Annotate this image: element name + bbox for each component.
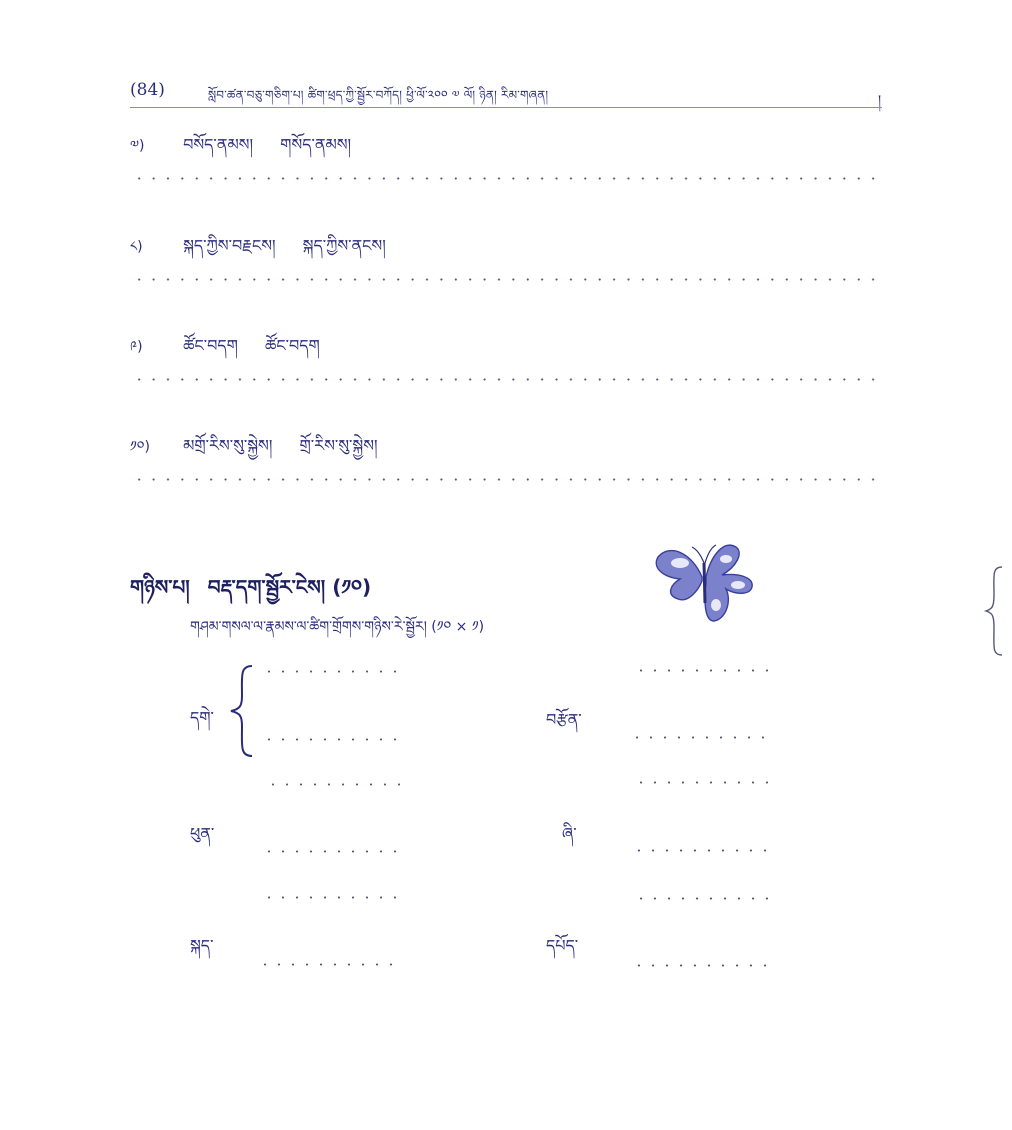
blank-dots[interactable] <box>266 783 406 786</box>
blank-dots[interactable] <box>634 781 774 784</box>
exercise-word: སྐད་ཀྱིས་ནངས། <box>302 236 386 255</box>
header-shad: ། <box>878 93 882 109</box>
blank-dots[interactable] <box>262 670 402 673</box>
page-number: (84) <box>130 80 165 100</box>
exercise-word: ཚོང་བདག <box>183 336 238 355</box>
exercise-word: མགྲོ་རིས་སུ་སྐྱེས། <box>183 436 273 455</box>
root-word: དཔོད་ <box>546 936 579 955</box>
blank-dots[interactable] <box>632 964 772 967</box>
running-header: སློབ་ཚན་བཅུ་གཅིག་པ། ཚིག་ཕྲད་ཀྱི་སྦྱོར་བཀོད། ཕྱི་ལོ་༢༠༠ ༧ ལོ། ཉིན། རིམ་གཞན། <box>208 88 549 102</box>
exercise-word: གྲོ་རིས་སུ་སྐྱེས། <box>299 436 378 455</box>
blank-dots[interactable] <box>262 896 402 899</box>
exercise-line <box>130 127 373 172</box>
exercise-number: ༩) <box>130 339 143 355</box>
exercise-number: ༧) <box>130 138 145 154</box>
blank-dots[interactable] <box>634 897 774 900</box>
exercise-line <box>130 228 408 273</box>
answer-dotted-line[interactable] <box>132 177 882 180</box>
exercise-line <box>130 428 400 473</box>
root-word: ཕུན་ <box>190 824 215 843</box>
exercise-line <box>130 328 342 373</box>
blank-dots[interactable] <box>262 850 402 853</box>
blank-dots[interactable] <box>630 736 770 739</box>
section-instruction: གཤམ་གསལ་ལ་རྣམས་ལ་ཚིག་གྲོགས་གཉིས་རེ་སྦྱོར། (༡༠ × ༡) <box>190 619 485 635</box>
blank-dots[interactable] <box>634 669 774 672</box>
butterfly-icon <box>652 533 758 625</box>
root-word: བརྩོན་ <box>546 710 582 729</box>
section-number: གཉིས་པ། <box>130 575 190 599</box>
edge-brace <box>984 565 1004 657</box>
answer-dotted-line[interactable] <box>132 478 882 481</box>
curly-brace <box>228 664 256 758</box>
answer-dotted-line[interactable] <box>132 378 882 381</box>
blank-dots[interactable] <box>258 963 398 966</box>
answer-dotted-line[interactable] <box>132 278 882 281</box>
exercise-word: སྐད་ཀྱིས་བརྗངས། <box>183 236 276 255</box>
header-rule <box>130 107 882 108</box>
blank-dots[interactable] <box>262 738 402 741</box>
section-heading: བརྡ་དག་སྦྱོར་ངེས། (༡༠) <box>207 575 372 599</box>
root-word: ཞི་ <box>562 824 577 843</box>
exercise-number: ༨) <box>130 239 143 255</box>
exercise-word: བསོད་ནམས། <box>183 135 254 154</box>
exercise-word: ཚོང་བདག <box>264 336 320 355</box>
root-word: སྐད་ <box>190 936 214 955</box>
root-word: དགེ་ <box>190 708 214 727</box>
blank-dots[interactable] <box>632 849 772 852</box>
exercise-word: གསོད་ནམས། <box>280 135 352 154</box>
exercise-number: ༡༠) <box>130 439 150 455</box>
